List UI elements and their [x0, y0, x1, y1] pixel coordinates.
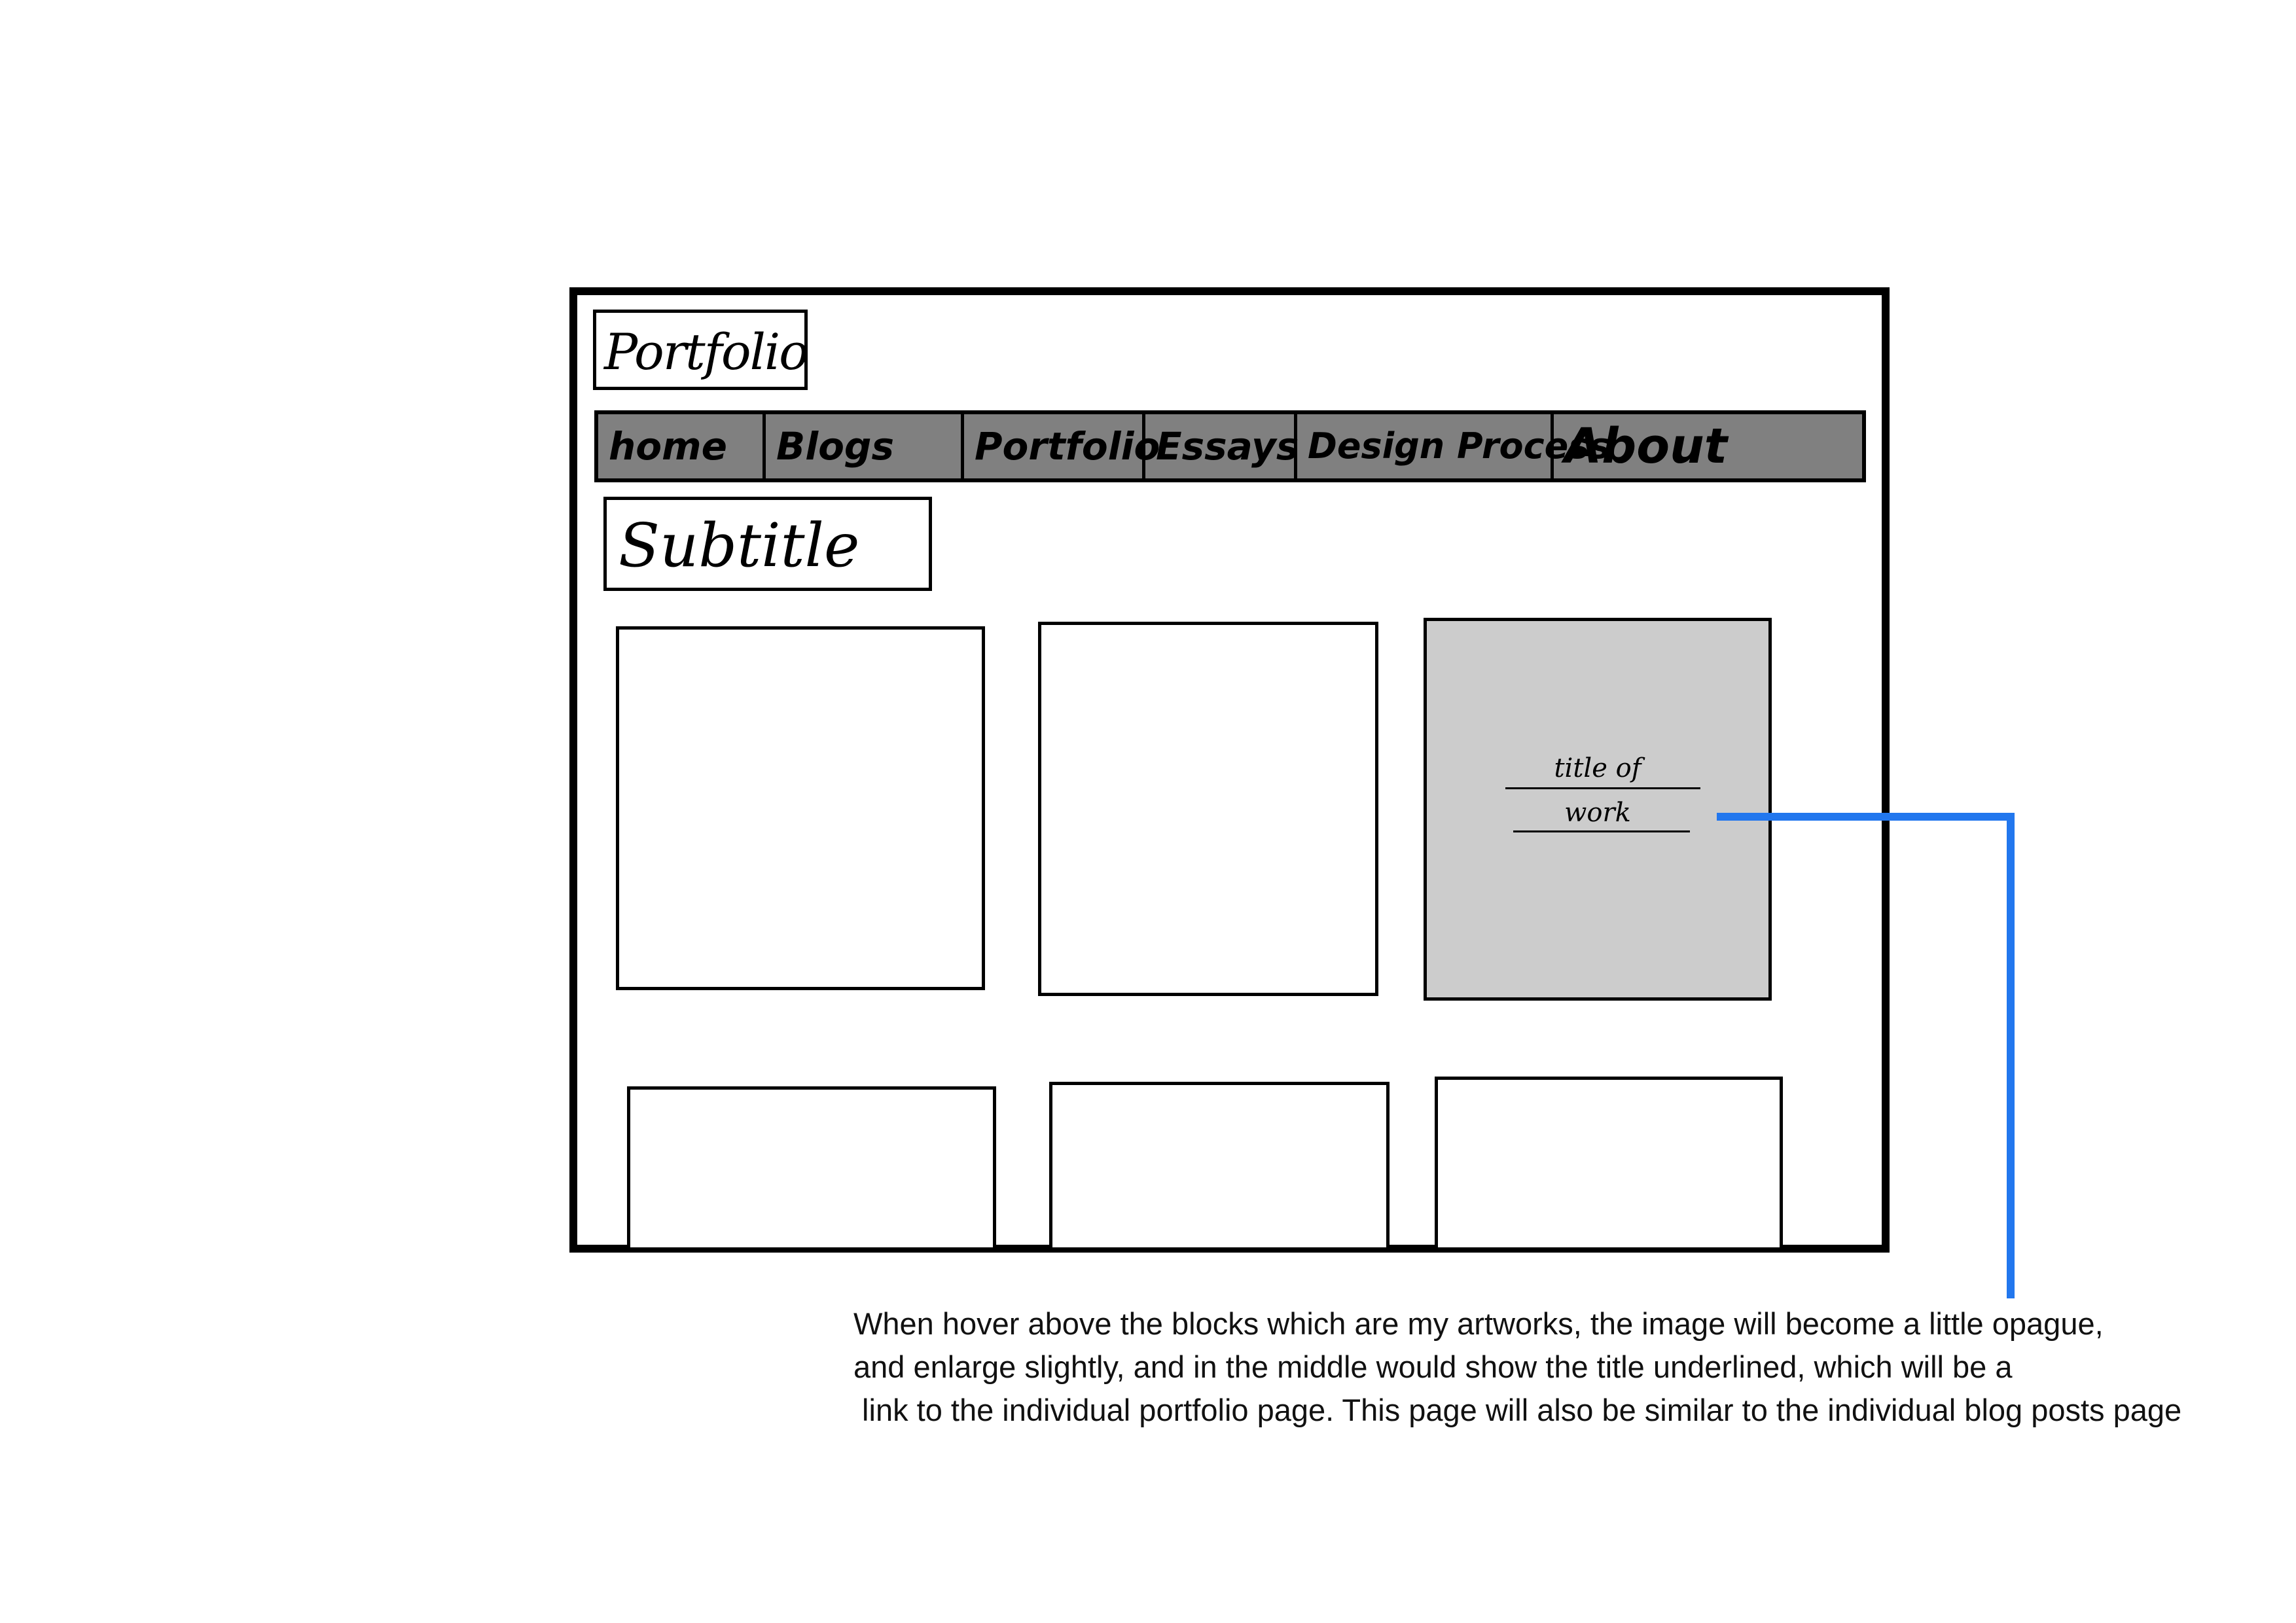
- site-logo-text: Portfolio: [604, 323, 808, 381]
- subtitle-box: [603, 497, 932, 591]
- artwork-card[interactable]: [1038, 622, 1378, 996]
- annotation-line: and enlarge slightly, and in the middle would show the title underlined, which will be a: [853, 1349, 2013, 1384]
- site-logo-box[interactable]: [593, 310, 808, 390]
- annotation-note: [853, 1302, 2287, 1432]
- annotation-line: When hover above the blocks which are my artworks, the image will become a little opague,: [853, 1306, 2104, 1341]
- title-underline: [1513, 830, 1690, 832]
- artwork-card[interactable]: [1049, 1082, 1390, 1247]
- nav-item-blogs[interactable]: Blogs: [766, 414, 964, 478]
- artwork-title-line-1[interactable]: title of: [1554, 753, 1641, 783]
- artwork-title-line-2[interactable]: work: [1564, 798, 1631, 828]
- artwork-card[interactable]: [1435, 1077, 1783, 1247]
- annotation-connector-horizontal: [1717, 813, 2015, 821]
- artwork-card[interactable]: [627, 1086, 996, 1247]
- artwork-card-hovered[interactable]: [1424, 618, 1772, 1001]
- nav-item-portfolio[interactable]: Portfolio: [964, 414, 1145, 478]
- annotation-line: link to the individual portfolio page. This page will also be similar to the individual blog posts page: [853, 1393, 2182, 1427]
- nav-item-home[interactable]: home: [598, 414, 766, 478]
- subtitle-text: Subtitle: [619, 510, 860, 580]
- navigation-bar: [594, 410, 1866, 482]
- artwork-card[interactable]: [616, 626, 985, 990]
- nav-item-about[interactable]: About: [1564, 418, 1728, 474]
- title-underline: [1505, 787, 1700, 789]
- nav-item-design-process[interactable]: Design Process: [1297, 414, 1554, 478]
- annotation-connector-vertical: [2007, 813, 2015, 1298]
- nav-item-essays[interactable]: Essays: [1145, 414, 1297, 478]
